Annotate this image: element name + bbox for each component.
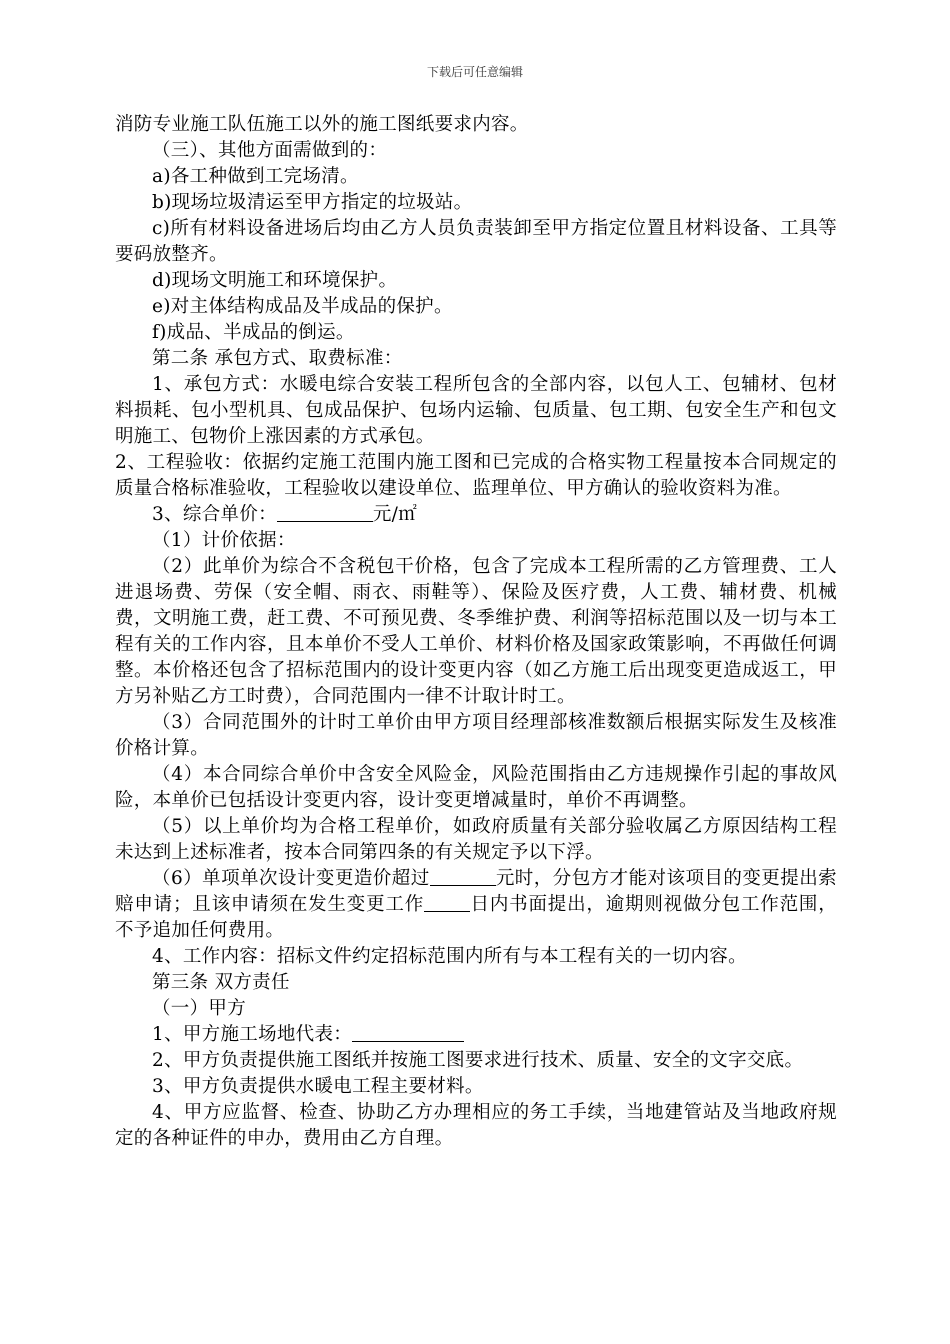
paragraph: （3）合同范围外的计时工单价由甲方项目经理部核准数额后根据实际发生及核准价格计算。 bbox=[115, 712, 837, 759]
paragraph: 4、工作内容：招标文件约定招标范围内所有与本工程有关的一切内容。 bbox=[152, 946, 747, 967]
paragraph: （1）计价依据： bbox=[152, 530, 296, 551]
section-heading: （一）甲方 bbox=[152, 998, 247, 1019]
site-representative-blank[interactable] bbox=[352, 1023, 464, 1042]
paragraph: 3、甲方负责提供水暖电工程主要材料。 bbox=[152, 1076, 484, 1097]
list-item: d)现场文明施工和环境保护。 bbox=[152, 270, 398, 291]
page-header: 下载后可任意编辑 bbox=[426, 65, 523, 79]
paragraph bbox=[115, 502, 837, 528]
claim-days-blank[interactable] bbox=[424, 893, 470, 912]
article-heading: 第二条 承包方式、取费标准： bbox=[152, 348, 403, 369]
change-cost-text: （6）单项单次设计变更造价超过 bbox=[152, 868, 430, 889]
unit-price-unit: 元/㎡ bbox=[372, 504, 418, 525]
change-deadline-text: 日内书面提出，逾期则视做分包工作范围，不予追加任何费用。 bbox=[115, 894, 837, 941]
document-body bbox=[115, 112, 837, 1152]
paragraph bbox=[115, 1022, 837, 1048]
paragraph: 消防专业施工队伍施工以外的施工图纸要求内容。 bbox=[115, 114, 529, 135]
unit-price-label: 3、综合单价： bbox=[152, 504, 277, 525]
list-item: f)成品、半成品的倒运。 bbox=[152, 322, 355, 343]
list-item: b)现场垃圾清运至甲方指定的垃圾站。 bbox=[152, 192, 473, 213]
paragraph: （4）本合同综合单价中含安全风险金，风险范围指由乙方违规操作引起的事故风险，本单价已包括设计变更内容，设计变更增减量时，单价不再调整。 bbox=[115, 764, 837, 811]
unit-price-blank[interactable] bbox=[277, 503, 373, 522]
paragraph: （2）此单价为综合不含税包干价格，包含了完成本工程所需的乙方管理费、工人进退场费、劳保（安全帽、雨衣、雨鞋等）、保险及医疗费，人工费、辅材费、机械费，文明施工费，赶工费、不可预见费、冬季维护费、利润等招标范围以及一切与本工程有关的工作内容，且本单价不受人工单价、材料价格及国家政策影响，不再做任何调整。本价格还包含了招标范围内的设计变更内容（如乙方施工后出现变更造成返工，甲方另补贴乙方工时费），合同范围内一律不计取计时工。 bbox=[115, 556, 837, 707]
section-heading: （三）、其他方面需做到的： bbox=[152, 140, 388, 161]
list-item: a)各工种做到工完场清。 bbox=[152, 166, 359, 187]
paragraph: 1、承包方式：水暖电综合安装工程所包含的全部内容，以包人工、包辅材、包材料损耗、包小型机具、包成品保护、包场内运输、包质量、包工期、包安全生产和包文明施工、包物价上涨因素的方式承包。 bbox=[115, 374, 837, 447]
article-heading: 第三条 双方责任 bbox=[152, 972, 290, 993]
list-item: e)对主体结构成品及半成品的保护。 bbox=[152, 296, 453, 317]
list-item: c)所有材料设备进场后均由乙方人员负责装卸至甲方指定位置且材料设备、工具等要码放整齐。 bbox=[115, 218, 837, 265]
site-representative-label: 1、甲方施工场地代表： bbox=[152, 1024, 353, 1045]
paragraph bbox=[115, 866, 837, 944]
paragraph: （5）以上单价均为合格工程单价，如政府质量有关部分验收属乙方原因结构工程未达到上述标准者，按本合同第四条的有关规定予以下浮。 bbox=[115, 816, 837, 863]
paragraph: 4、甲方应监督、检查、协助乙方办理相应的务工手续，当地建管站及当地政府规定的各种证件的申办，费用由乙方自理。 bbox=[115, 1102, 837, 1149]
paragraph: 2、甲方负责提供施工图纸并按施工图要求进行技术、质量、安全的文字交底。 bbox=[152, 1050, 804, 1071]
paragraph: 2、工程验收：依据约定施工范围内施工图和已完成的合格实物工程量按本合同规定的质量合格标准验收，工程验收以建设单位、监理单位、甲方确认的验收资料为准。 bbox=[115, 452, 837, 499]
change-claim-text: 元时，分包方才能对该项目的变更提出索赔申请；且该申请须在发生变更工作 bbox=[115, 868, 837, 915]
change-amount-blank[interactable] bbox=[430, 867, 496, 886]
